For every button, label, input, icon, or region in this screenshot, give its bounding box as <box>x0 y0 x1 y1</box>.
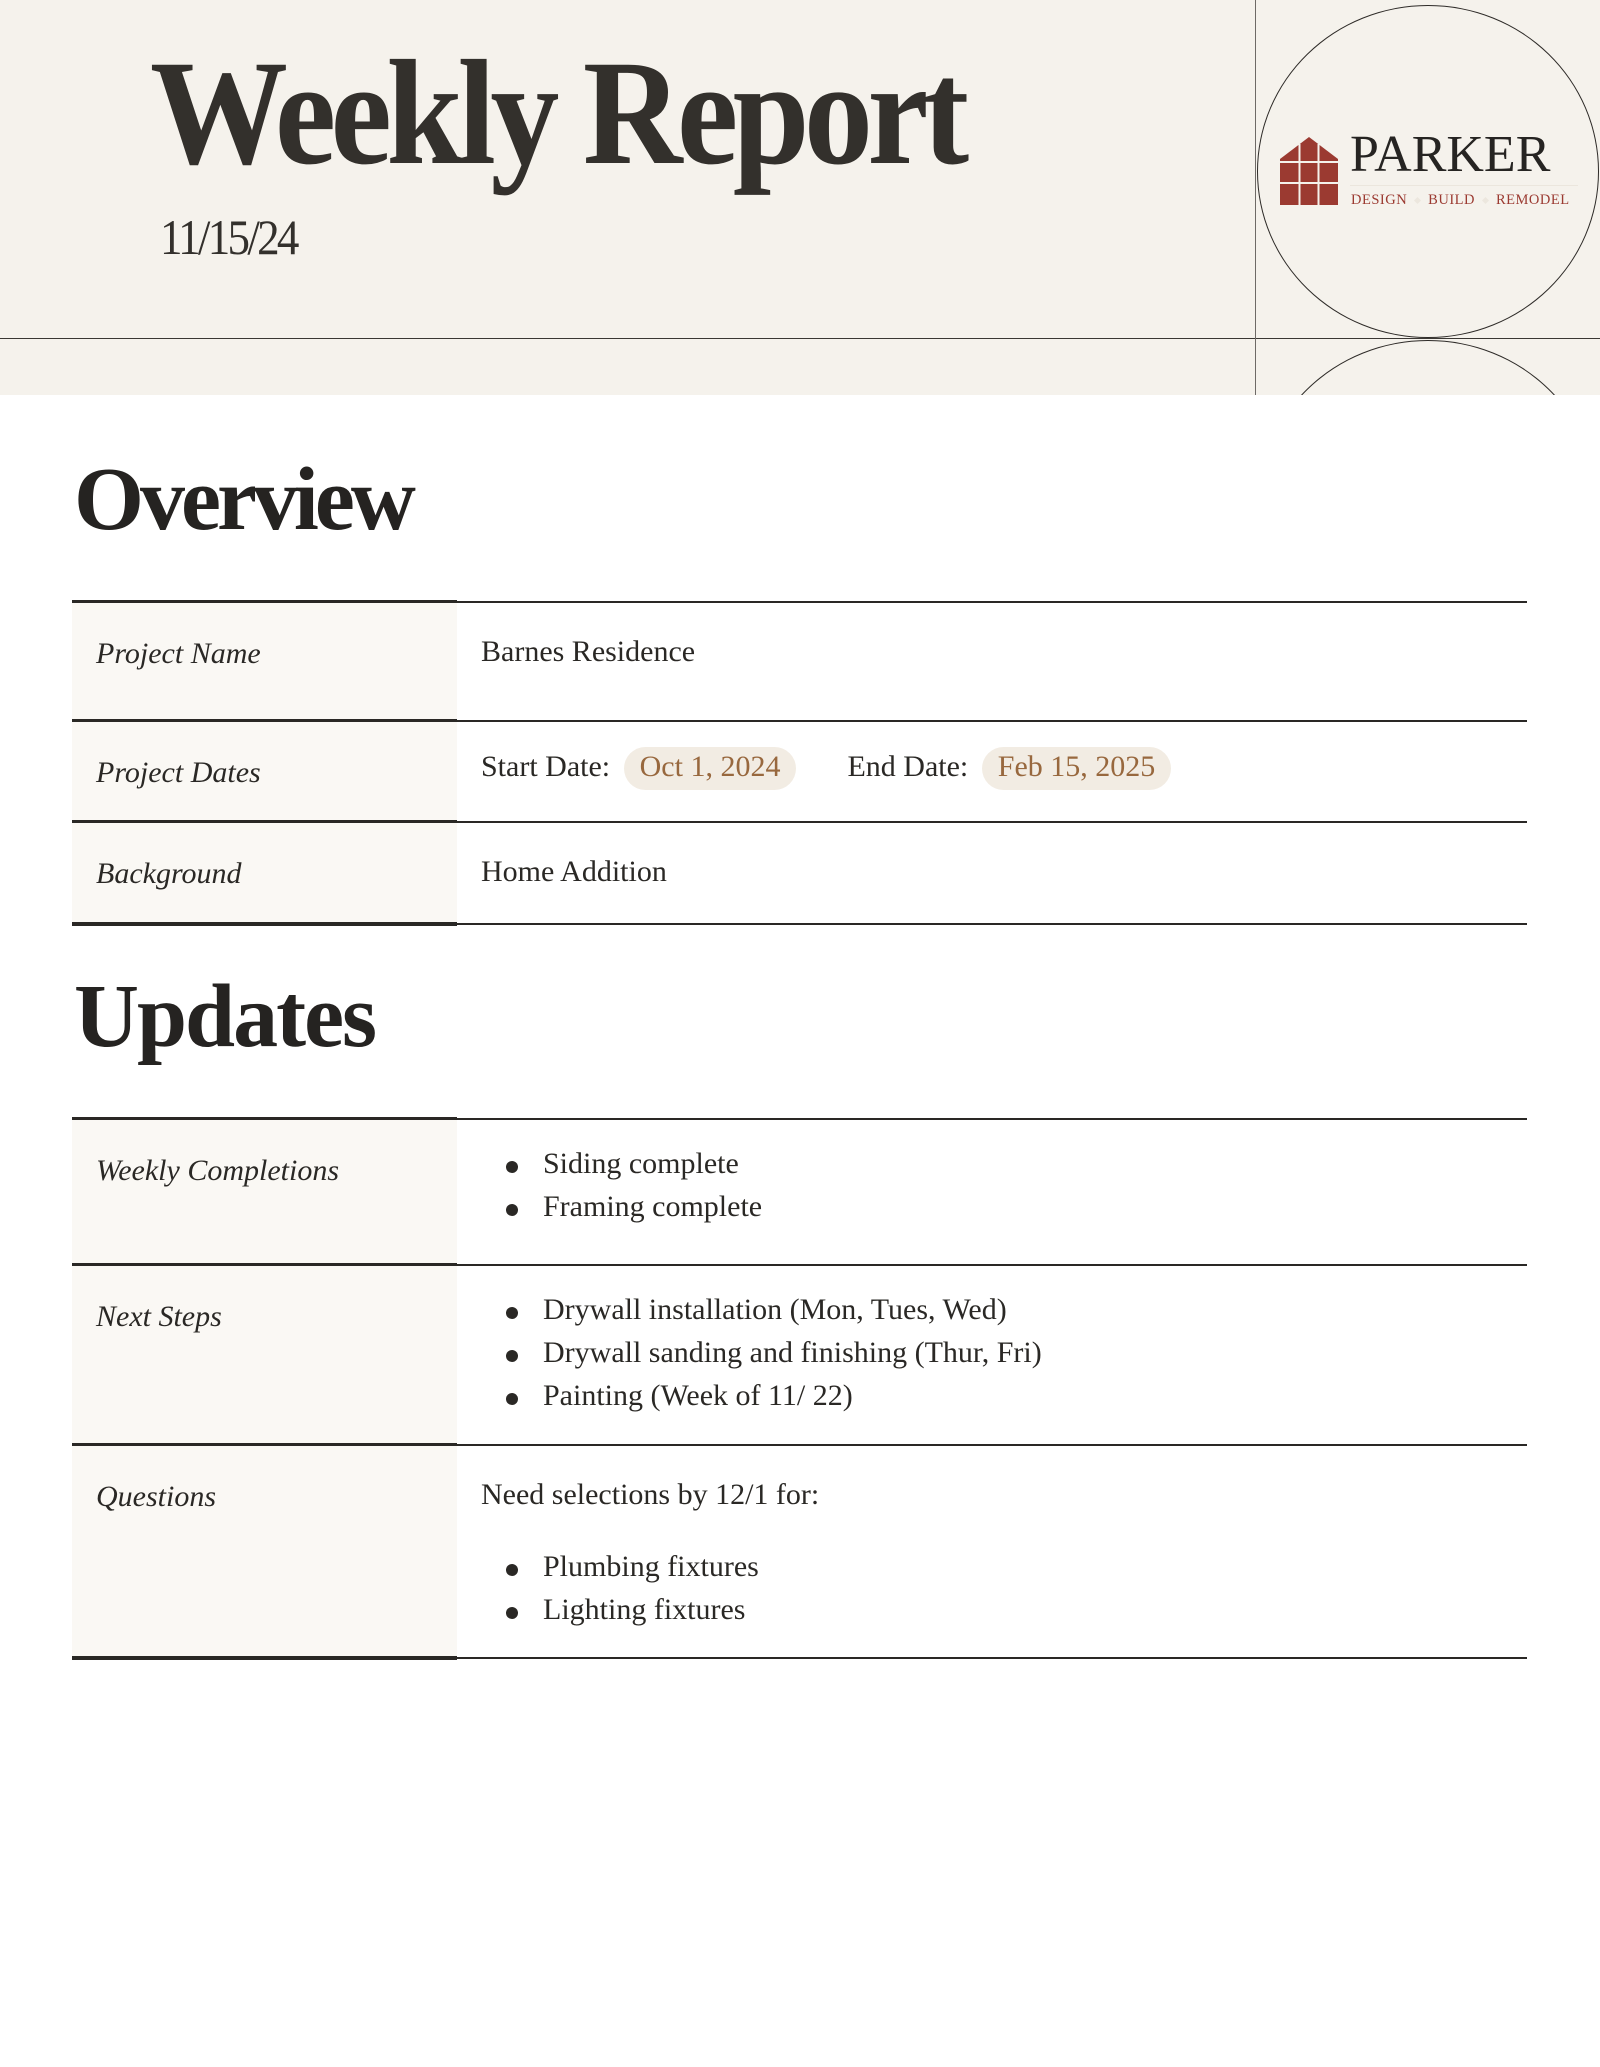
list-item: Plumbing fixtures <box>481 1545 1527 1588</box>
next-steps-list <box>481 1288 1527 1417</box>
table-bottom-rule <box>72 1657 1527 1659</box>
questions-value <box>457 1446 1527 1657</box>
row-label: Questions <box>72 1443 457 1657</box>
company-logo <box>1280 126 1600 213</box>
diamond-separator-icon <box>1482 197 1489 204</box>
end-date-label: End Date: <box>847 750 969 783</box>
start-date-pill: Oct 1, 2024 <box>624 747 797 790</box>
list-item: Drywall installation (Mon, Tues, Wed) <box>481 1288 1527 1331</box>
project-dates-value <box>457 722 1527 821</box>
table-row-project-name <box>72 601 1527 720</box>
row-label: Next Steps <box>72 1263 457 1444</box>
page-title: Weekly Report <box>150 30 964 196</box>
row-label: Background <box>72 820 457 923</box>
list-item: Drywall sanding and finishing (Thur, Fri) <box>481 1331 1527 1374</box>
row-label: Project Name <box>72 600 457 720</box>
completions-list <box>481 1142 1527 1228</box>
project-name-value: Barnes Residence <box>481 635 696 668</box>
weekly-completions-value <box>457 1120 1527 1264</box>
overview-heading: Overview <box>74 450 412 549</box>
tagline-build: BUILD <box>1428 192 1475 208</box>
table-bottom-rule <box>72 923 1527 925</box>
table-row-project-dates <box>72 720 1527 821</box>
header-divider-vertical <box>1255 0 1256 395</box>
logo-rule <box>1350 185 1578 186</box>
report-date: 11/15/24 <box>160 209 297 265</box>
next-steps-value <box>457 1266 1527 1444</box>
list-item: Painting (Week of 11/ 22) <box>481 1374 1527 1417</box>
questions-lead-text: Need selections by 12/1 for: <box>481 1478 820 1511</box>
logo-tagline <box>1351 192 1570 209</box>
table-row-background <box>72 821 1527 923</box>
tagline-design: DESIGN <box>1351 192 1408 208</box>
tagline-remodel: REMODEL <box>1495 192 1570 208</box>
start-date-label: Start Date: <box>481 750 611 783</box>
header-divider-horizontal <box>0 338 1600 339</box>
house-grid-icon <box>1280 137 1338 205</box>
logo-brand-name: PARKER <box>1350 126 1551 183</box>
diamond-separator-icon <box>1414 197 1421 204</box>
decorative-circle-bottom <box>1257 340 1599 395</box>
row-label: Weekly Completions <box>72 1117 457 1264</box>
table-row-next-steps <box>72 1264 1527 1444</box>
list-item: Framing complete <box>481 1185 1527 1228</box>
list-item: Siding complete <box>481 1142 1527 1185</box>
list-item: Lighting fixtures <box>481 1588 1527 1631</box>
row-label: Project Dates <box>72 719 457 821</box>
table-row-questions <box>72 1444 1527 1657</box>
report-header <box>0 0 1600 395</box>
updates-table <box>72 1118 1527 1659</box>
questions-list <box>481 1545 1527 1631</box>
table-row-weekly-completions <box>72 1118 1527 1264</box>
updates-heading: Updates <box>74 967 376 1066</box>
overview-table <box>72 601 1527 925</box>
background-value: Home Addition <box>481 855 667 888</box>
end-date-pill: Feb 15, 2025 <box>982 747 1172 790</box>
